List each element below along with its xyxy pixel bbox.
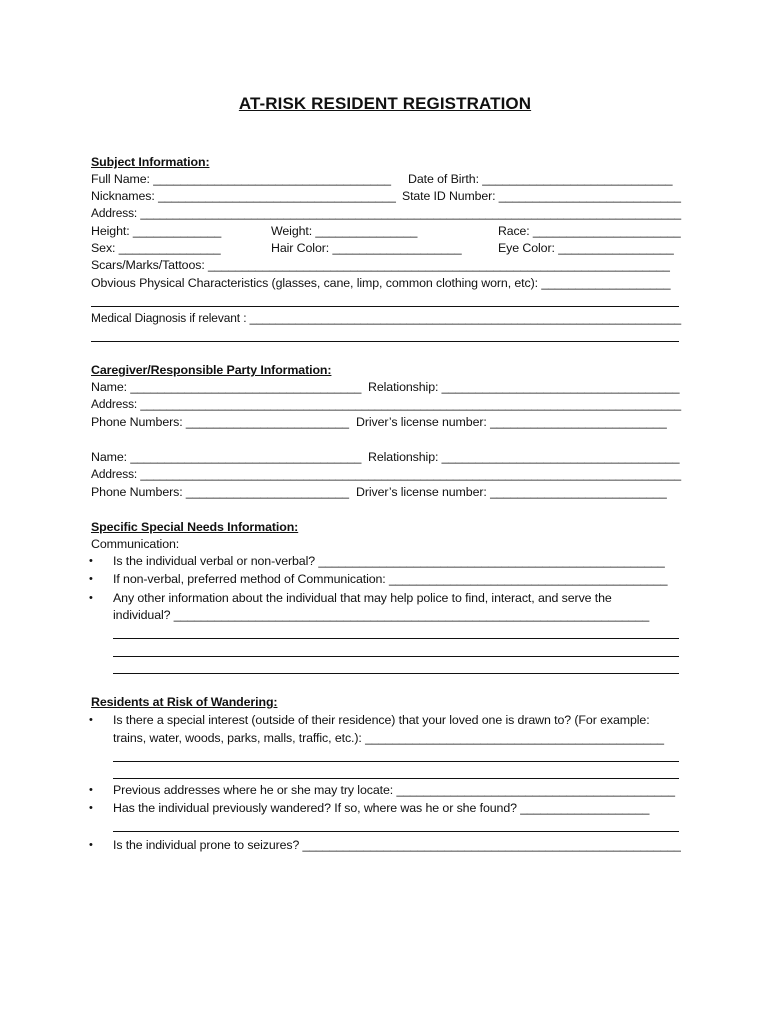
verbal-question-field[interactable]: Is the individual verbal or non-verbal? ___________________________________________________ xyxy=(113,554,665,568)
physical-characteristics-field[interactable]: Obvious Physical Characteristics (glasses, cane, limp, common clothing worn, etc): ___________________ xyxy=(91,276,671,290)
other-info-field[interactable]: individual? ______________________________________________________________________ xyxy=(113,608,650,622)
bullet-icon: • xyxy=(89,555,93,567)
previously-wandered-line[interactable] xyxy=(113,831,679,832)
special-interest-line-1[interactable] xyxy=(113,761,679,762)
special-interest-field[interactable]: trains, water, woods, parks, malls, traffic, etc.): ____________________________________________ xyxy=(113,731,664,745)
physical-characteristics-continuation-line[interactable] xyxy=(91,306,679,307)
communication-label: Communication: xyxy=(91,537,180,551)
bullet-icon: • xyxy=(89,573,93,585)
subject-address-field[interactable]: Address: ___________________________________________________________________________________ xyxy=(91,206,682,220)
scars-marks-tattoos-field[interactable]: Scars/Marks/Tattoos: ____________________________________________________________________ xyxy=(91,258,670,272)
previous-addresses-field[interactable]: Previous addresses where he or she may try locate: _________________________________________ xyxy=(113,783,675,797)
other-info-line-1[interactable] xyxy=(113,638,679,639)
other-info-line-3[interactable] xyxy=(113,673,679,674)
previously-wandered-field[interactable]: Has the individual previously wandered? If so, where was he or she found? ___________________ xyxy=(113,801,650,815)
medical-diagnosis-field[interactable]: Medical Diagnosis if relevant : __________________________________________________________________ xyxy=(91,311,682,325)
caregiver-license-field-2[interactable]: Driver’s license number: __________________________ xyxy=(356,485,667,499)
medical-diagnosis-continuation-line[interactable] xyxy=(91,341,679,342)
weight-field[interactable]: Weight: _______________ xyxy=(271,224,418,238)
eye-color-field[interactable]: Eye Color: _________________ xyxy=(498,241,674,255)
bullet-icon: • xyxy=(89,592,93,604)
special-interest-line-2[interactable] xyxy=(113,778,679,779)
seizures-field[interactable]: Is the individual prone to seizures? ________________________________________________________ xyxy=(113,838,681,852)
state-id-field[interactable]: State ID Number: ___________________________ xyxy=(402,189,681,203)
caregiver-relationship-field-2[interactable]: Relationship: ___________________________________ xyxy=(368,450,680,464)
race-field[interactable]: Race: ______________________ xyxy=(498,224,681,238)
special-interest-question: Is there a special interest (outside of their residence) that your loved one is drawn to? (For example: xyxy=(113,713,650,727)
caregiver-relationship-field-1[interactable]: Relationship: ___________________________________ xyxy=(368,380,680,394)
caregiver-name-field-1[interactable]: Name: __________________________________ xyxy=(91,380,362,394)
special-needs-section-heading: Specific Special Needs Information: xyxy=(91,520,299,534)
subject-section-heading: Subject Information: xyxy=(91,155,210,169)
bullet-icon: • xyxy=(89,714,93,726)
bullet-icon: • xyxy=(89,839,93,851)
nicknames-field[interactable]: Nicknames: ___________________________________ xyxy=(91,189,396,203)
other-info-line-2[interactable] xyxy=(113,656,679,657)
hair-color-field[interactable]: Hair Color: ___________________ xyxy=(271,241,462,255)
page-title: AT-RISK RESIDENT REGISTRATION xyxy=(238,94,532,113)
other-info-question: Any other information about the individual that may help police to find, interact, and serve the xyxy=(113,591,612,605)
communication-method-field[interactable]: If non-verbal, preferred method of Communication: _________________________________________ xyxy=(113,572,668,586)
sex-field[interactable]: Sex: _______________ xyxy=(91,241,221,255)
caregiver-phone-field-2[interactable]: Phone Numbers: ________________________ xyxy=(91,485,349,499)
bullet-icon: • xyxy=(89,802,93,814)
caregiver-license-field-1[interactable]: Driver’s license number: __________________________ xyxy=(356,415,667,429)
caregiver-name-field-2[interactable]: Name: __________________________________ xyxy=(91,450,362,464)
date-of-birth-field[interactable]: Date of Birth: ____________________________ xyxy=(408,172,673,186)
caregiver-address-field-2[interactable]: Address: ___________________________________________________________________________________ xyxy=(91,467,682,481)
full-name-field[interactable]: Full Name: ___________________________________ xyxy=(91,172,391,186)
caregiver-phone-field-1[interactable]: Phone Numbers: ________________________ xyxy=(91,415,349,429)
caregiver-section-heading: Caregiver/Responsible Party Information: xyxy=(91,363,332,377)
caregiver-address-field-1[interactable]: Address: ___________________________________________________________________________________ xyxy=(91,397,682,411)
wandering-section-heading: Residents at Risk of Wandering: xyxy=(91,695,278,709)
bullet-icon: • xyxy=(89,784,93,796)
height-field[interactable]: Height: _____________ xyxy=(91,224,222,238)
